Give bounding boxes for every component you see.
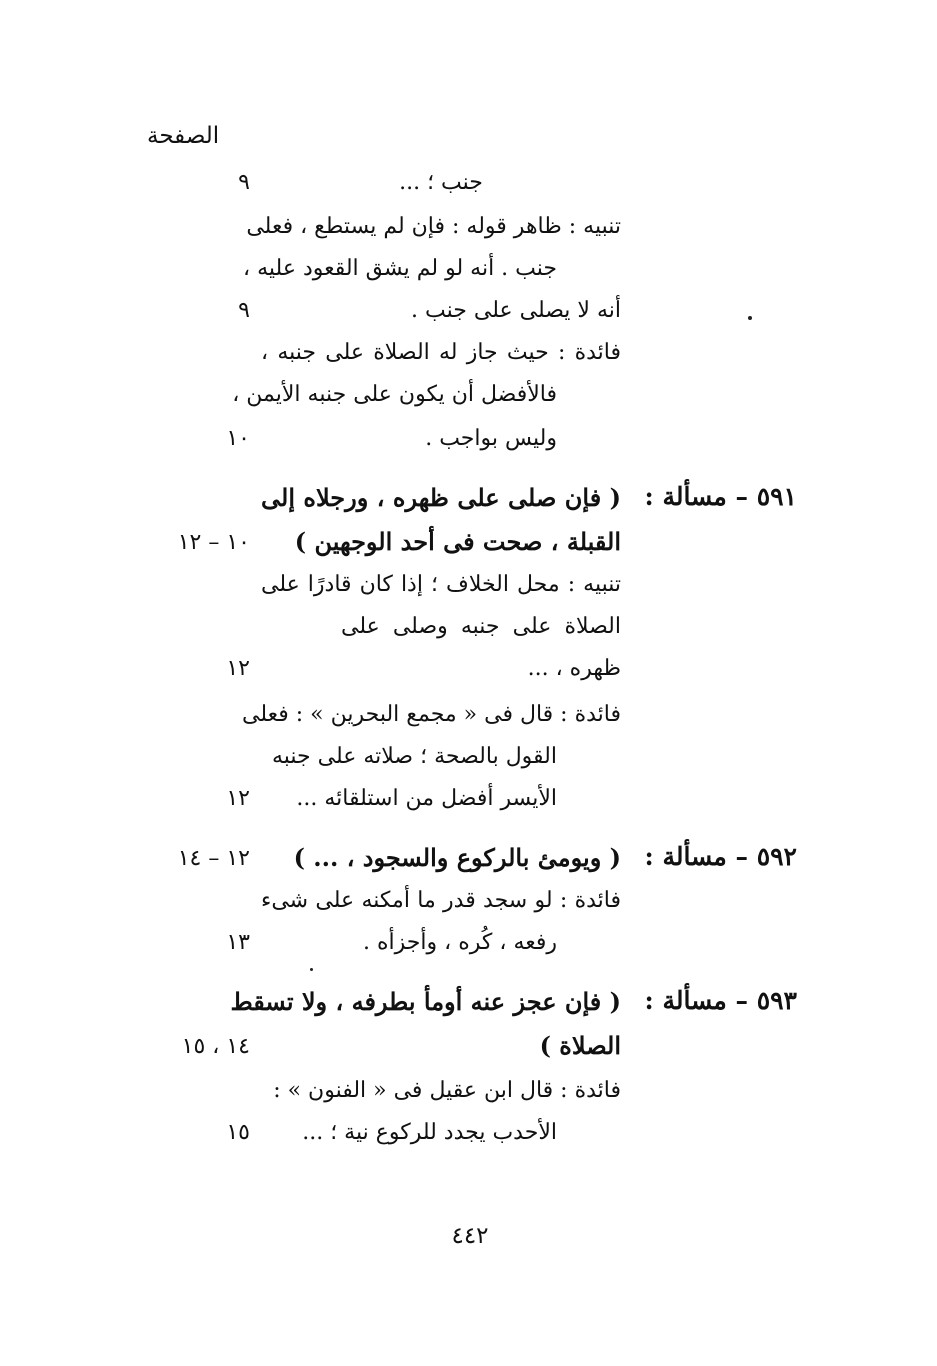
page-reference: ١٢ <box>226 656 250 681</box>
entry-line: فائدة : قال فى « مجمع البحرين » : فعلى <box>242 702 621 727</box>
entry-line: أنه لا يصلى على جنب . <box>411 298 621 323</box>
entry-line: رفعه ، كُره ، وأجزأه . <box>363 930 557 955</box>
entry-line: جنب ؛ ... <box>399 170 483 195</box>
issue-label: ٥٩١ – مسألة : <box>644 482 797 511</box>
entry-line: القول بالصحة ؛ صلاته على جنبه <box>271 744 557 769</box>
scan-speck <box>310 968 313 971</box>
entry-line: وليس بواجب . <box>425 426 557 451</box>
page-reference: ٩ <box>238 298 250 323</box>
issue-label: ٥٩٣ – مسألة : <box>644 986 797 1015</box>
page-reference: ١٣ <box>226 930 250 955</box>
entry-line: فائدة : حيث جاز له الصلاة على جنبه ، <box>261 340 621 365</box>
entry-line: فائدة : قال ابن عقيل فى « الفنون » : <box>273 1078 621 1103</box>
issue-text: ( فإن صلى على ظهره ، ورجلاه إلى <box>261 483 621 512</box>
issue-text: القبلة ، صحت فى أحد الوجهين ) <box>294 527 621 556</box>
page-column-header: الصفحة <box>147 123 220 149</box>
entry-line: تنبيه : ظاهر قوله : فإن لم يستطع ، فعلى <box>246 214 621 239</box>
entry-line: تنبيه : محل الخلاف ؛ إذا كان قادرًا على <box>261 572 621 597</box>
entry-line: ظهره ، ... <box>527 656 621 681</box>
page-reference: ١٠ – ١٢ <box>177 530 250 555</box>
page-reference: ٩ <box>238 170 250 195</box>
page-reference: ١٥ <box>226 1120 250 1145</box>
entry-line: الأحدب يجدد للركوع نية ؛ ... <box>302 1120 557 1145</box>
issue-label: ٥٩٢ – مسألة : <box>644 842 797 871</box>
page-reference: ١٤ ، ١٥ <box>181 1034 250 1059</box>
scan-speck <box>748 316 752 320</box>
issue-text: ( ويومئ بالركوع والسجود ، ... ) <box>293 843 621 872</box>
page-reference: ١٢ – ١٤ <box>177 846 250 871</box>
issue-text: ( فإن عجز عنه أومأ بطرفه ، ولا تسقط <box>230 987 621 1016</box>
page-reference: ١٢ <box>226 786 250 811</box>
entry-line: فالأفضل أن يكون على جنبه الأيمن ، <box>232 382 557 407</box>
entry-line: الأيسر أفضل من استلقائه ... <box>296 786 557 811</box>
entry-line: فائدة : لو سجد قدر ما أمكنه على شىء <box>261 888 621 913</box>
issue-text: الصلاة ) <box>539 1031 621 1060</box>
entry-line: جنب . أنه لو لم يشق القعود عليه ، <box>243 256 557 281</box>
entry-line: الصلاة على جنبه وصلى على <box>341 614 621 639</box>
page-number: ٤٤٢ <box>451 1223 489 1249</box>
page-reference: ١٠ <box>226 426 250 451</box>
